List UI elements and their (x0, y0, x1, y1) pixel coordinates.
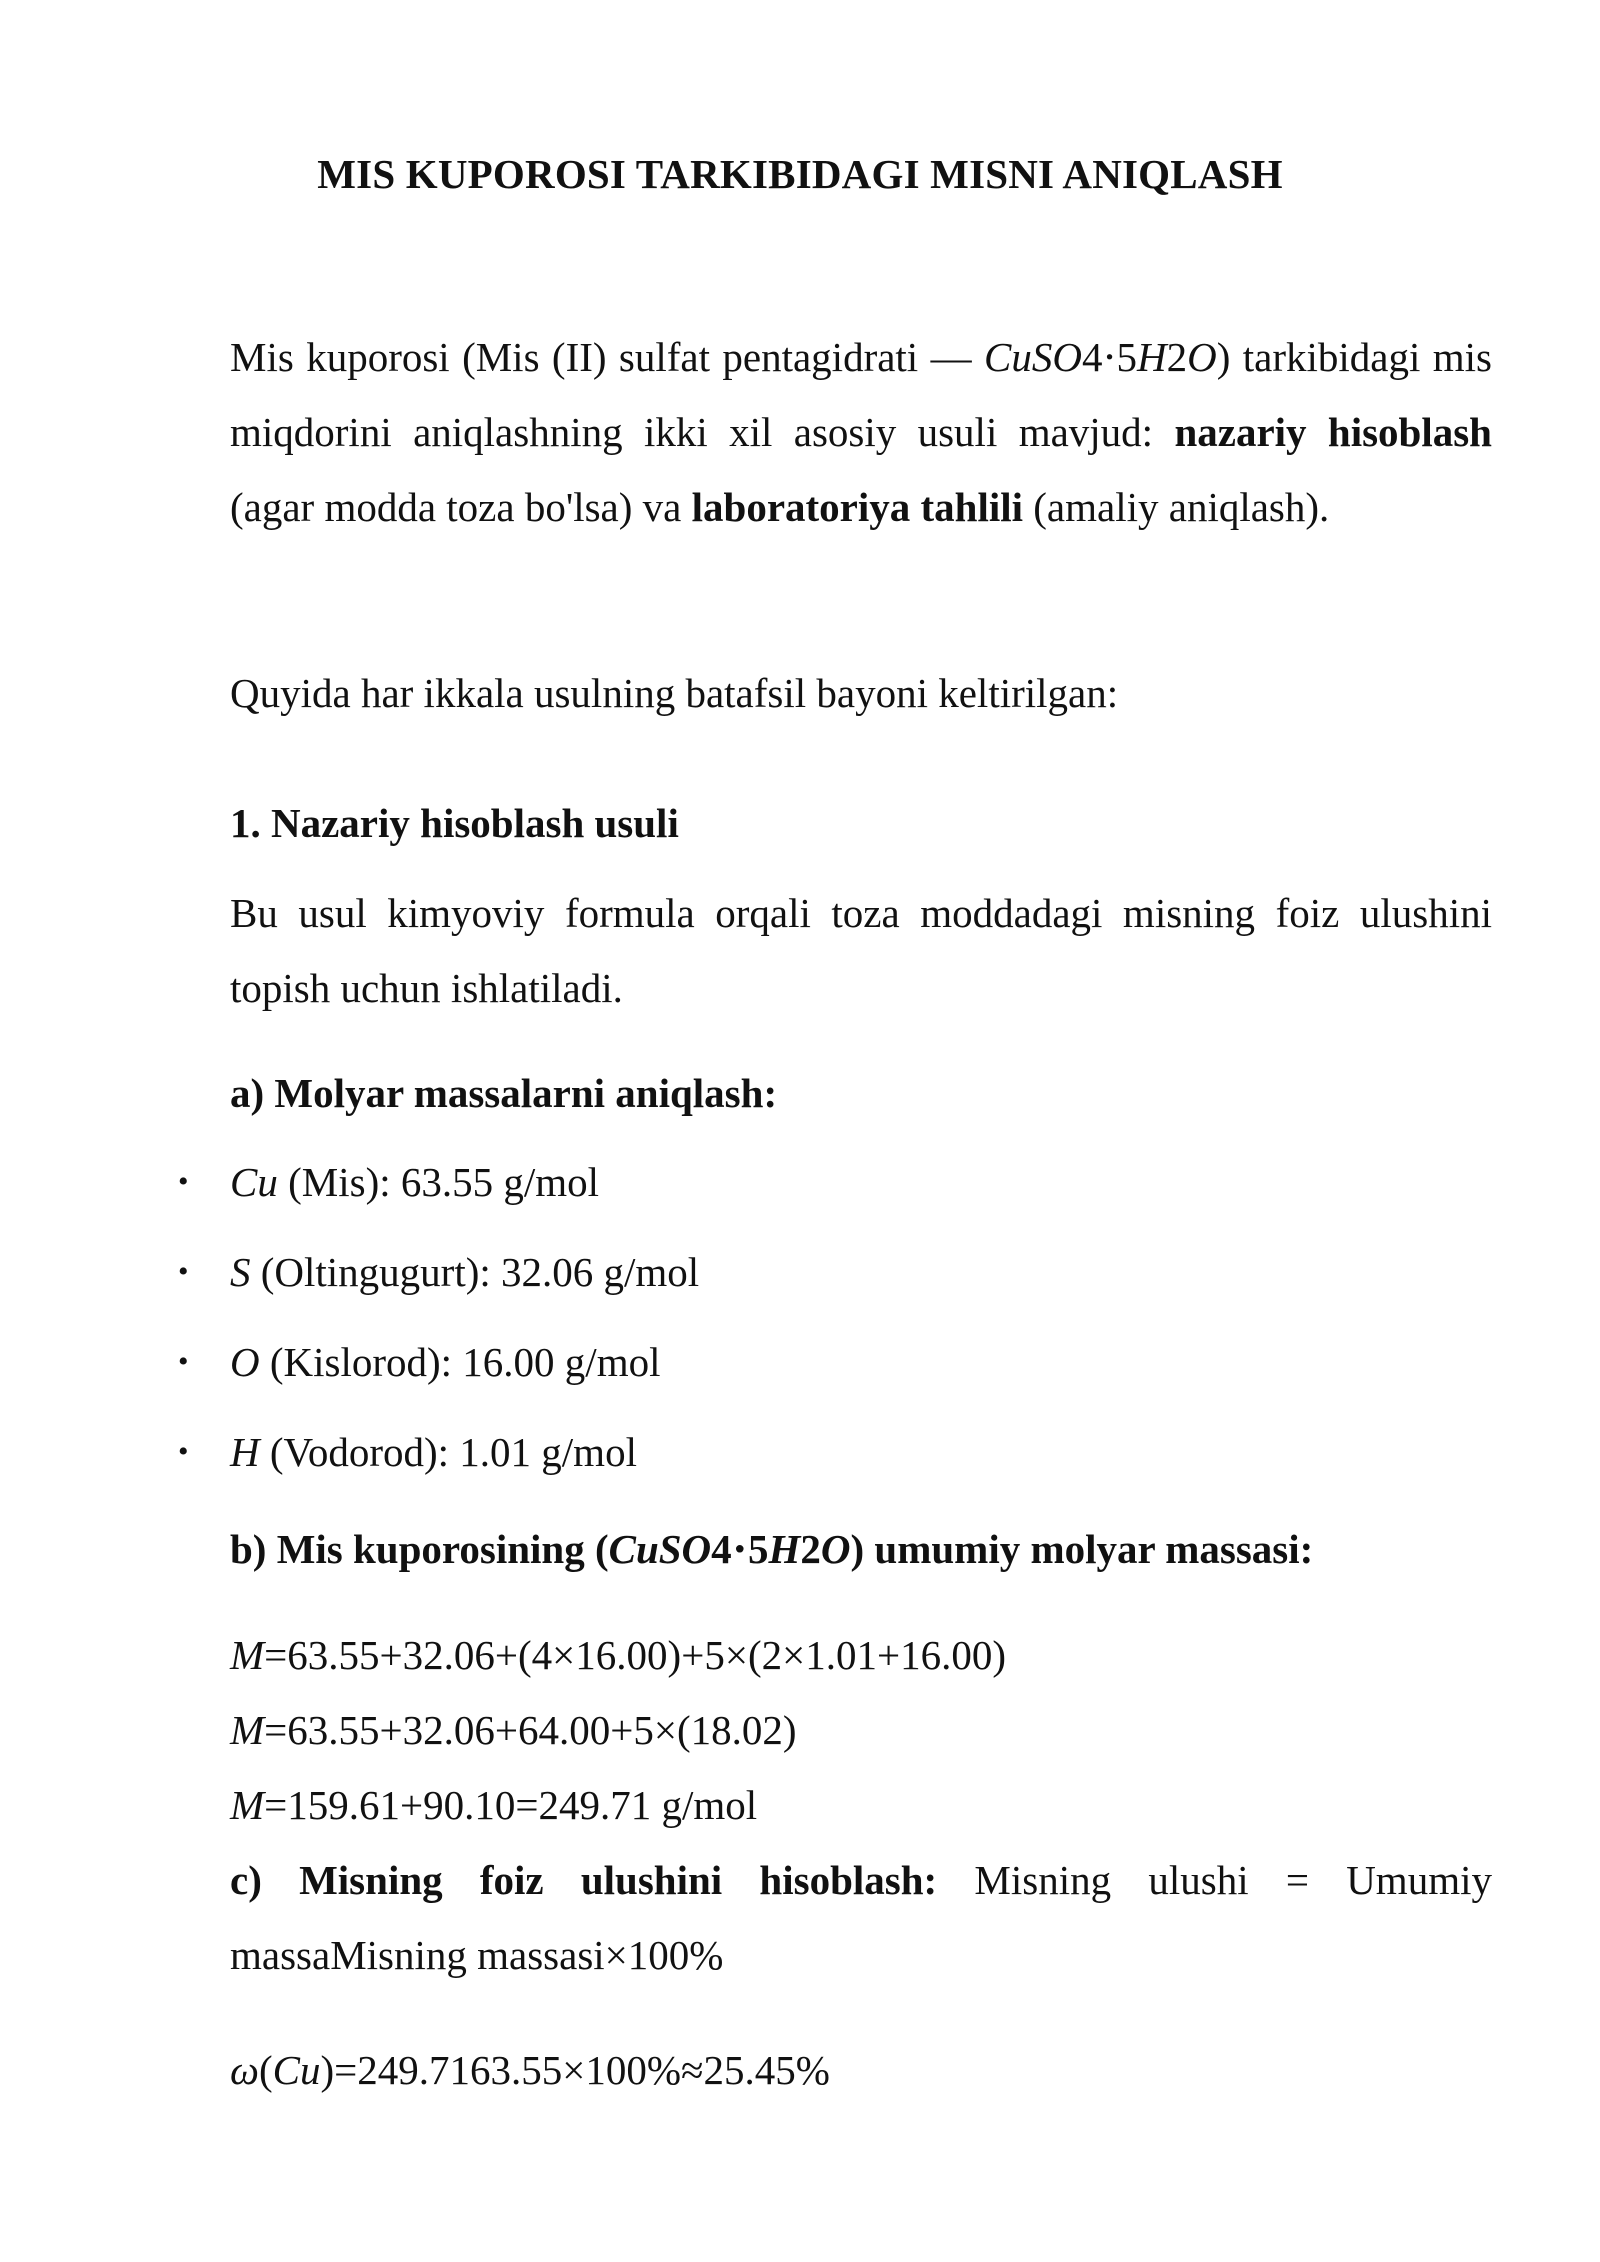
molar-mass-formula (230, 1700, 797, 1760)
element-symbol: H (230, 1429, 260, 1475)
element-description: (Kislorod): 16.00 g/mol (259, 1339, 661, 1385)
section1-heading: 1. Nazariy hisoblash usuli (230, 800, 679, 846)
intro-bold-nazariy: nazariy hisoblash (1174, 409, 1492, 455)
molar-mass-formula (230, 1625, 1006, 1685)
intro-formula-num: 4⋅5 (1081, 334, 1137, 380)
result-cu-symbol: Cu (272, 2047, 321, 2093)
lead-paragraph: Quyida har ikkala usulning batafsil bayoni keltirilgan: (230, 670, 1119, 716)
sub-c-heading: c) Misning foiz ulushini hisoblash: (230, 1857, 938, 1903)
sub-b-formula-num: 4⋅5 (711, 1526, 769, 1572)
bullet-icon: • (178, 1435, 189, 1468)
result-expression: )=249.7163.55×100%≈25.45% (320, 2047, 830, 2093)
element-description: (Oltingugurt): 32.06 g/mol (250, 1249, 700, 1295)
bullet-icon: • (178, 1165, 189, 1198)
element-symbol: Cu (230, 1159, 278, 1205)
intro-formula-h: H (1137, 334, 1167, 380)
formula-expression: =63.55+32.06+(4×16.00)+5×(2×1.01+16.00) (264, 1632, 1006, 1678)
sub-b-pre: b) Mis kuporosining ( (230, 1526, 609, 1572)
percent-result-formula (230, 2040, 830, 2100)
sub-b-heading (230, 1512, 1492, 1587)
sub-b-formula-o: O (820, 1526, 851, 1572)
bullet-icon: • (178, 1255, 189, 1288)
formula-variable: M (230, 1782, 265, 1828)
element-description: (Vodorod): 1.01 g/mol (259, 1429, 637, 1475)
sub-b-formula-2: 2 (800, 1526, 821, 1572)
sub-b-formula-cuso: CuSO (608, 1526, 712, 1572)
result-open-paren: ( (258, 2047, 273, 2093)
section1-text: Bu usul kimyoviy formula orqali toza moddadagi misning foiz ulushini topish uchun ishlatiladi. (230, 890, 1492, 1011)
bullet-icon: • (178, 1345, 189, 1378)
intro-text-1: Mis kuporosi (Mis (II) sulfat pentagidrati — (230, 334, 984, 380)
intro-paragraph (230, 320, 1492, 545)
formula-expression: =63.55+32.06+64.00+5×(18.02) (264, 1707, 797, 1753)
intro-formula-cuso: CuSO (983, 334, 1082, 380)
element-description: (Mis): 63.55 g/mol (277, 1159, 600, 1205)
formula-variable: M (230, 1707, 265, 1753)
sub-b-formula-h: H (768, 1526, 801, 1572)
element-symbol: S (230, 1249, 251, 1295)
sub-a-heading: a) Molyar massalarni aniqlash: (230, 1070, 778, 1116)
intro-formula-2: 2 (1166, 334, 1188, 380)
intro-text-3: (agar modda toza bo'lsa) va (230, 484, 692, 530)
document-title: MIS KUPOROSI TARKIBIDAGI MISNI ANIQLASH (317, 151, 1283, 197)
formula-expression: =159.61+90.10=249.71 g/mol (264, 1782, 758, 1828)
molar-mass-formula (230, 1775, 757, 1835)
sub-b-post: ) umumiy molyar massasi: (850, 1526, 1314, 1572)
sub-c-paragraph (230, 1843, 1492, 1993)
formula-variable: M (230, 1632, 265, 1678)
element-symbol: O (230, 1339, 260, 1385)
omega-symbol: ω (230, 2047, 259, 2093)
intro-text-4: (amaliy aniqlash). (1023, 484, 1330, 530)
intro-bold-laboratoriya: laboratoriya tahlili (691, 484, 1024, 530)
intro-formula-o: O (1187, 334, 1217, 380)
sub-c-text: Misning ulushi = Umumiy massaMisning massasi×100% (230, 1857, 1492, 1978)
intro-text-2: ) tarkibidagi mis miqdorini aniqlashning ikki xil asosiy usuli mavjud: (230, 334, 1492, 455)
